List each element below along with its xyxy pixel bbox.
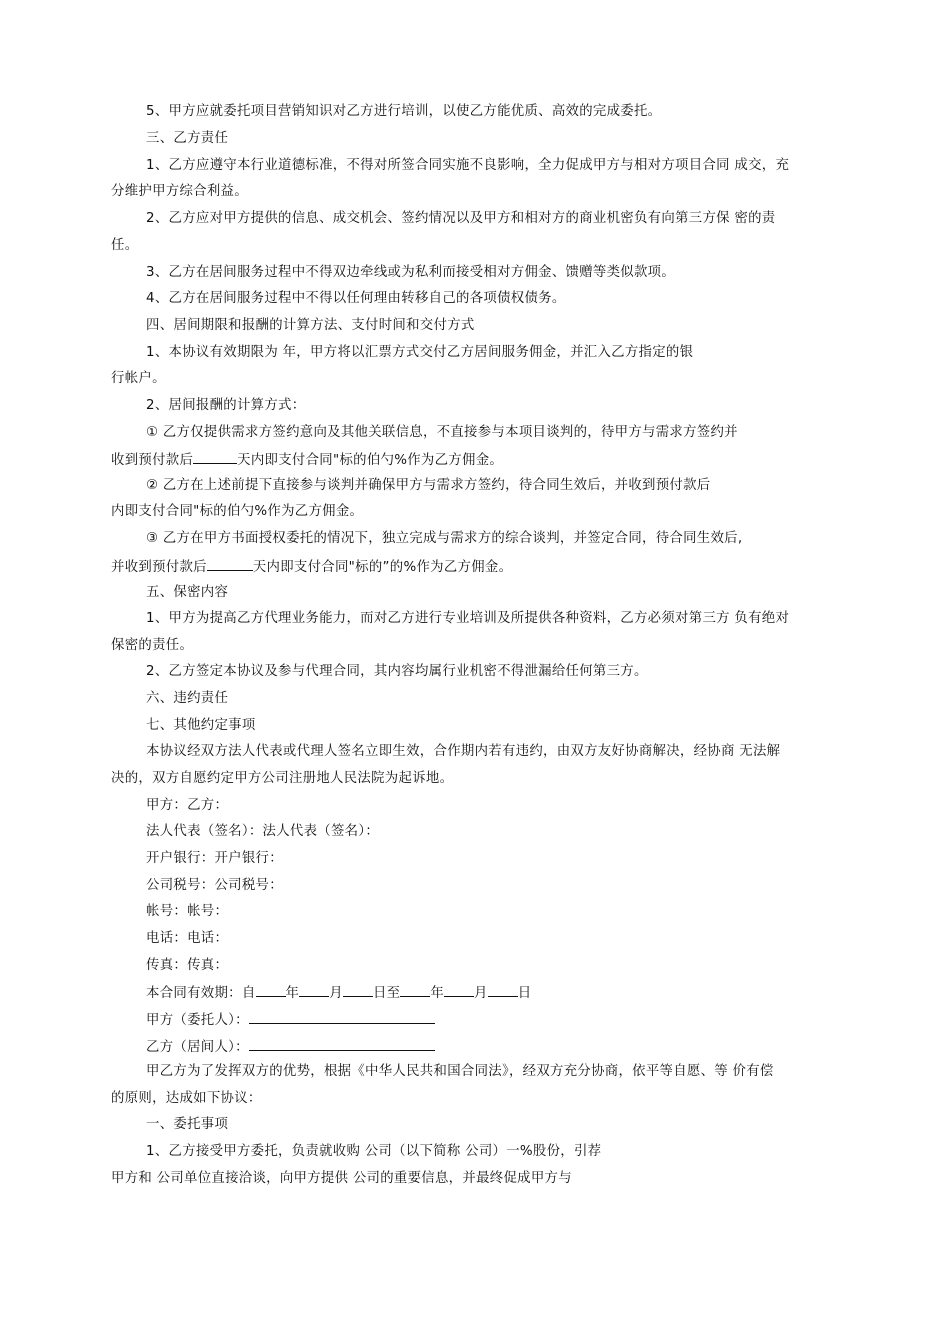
text-segment: 年	[285, 986, 300, 1001]
paragraph: ③ 乙方在甲方书面授权委托的情况下，独立完成与需求方的综合谈判，并签定合同，待合同生效后,	[146, 531, 743, 546]
paragraph: 2、乙方应对甲方提供的信息、成交机会、签约情况以及甲方和相对方的商业机密负有向第三方保 密的责	[146, 211, 776, 226]
text-segment: 日	[517, 986, 532, 1001]
text-segment: 月	[474, 986, 488, 1001]
text-segment: 日至	[372, 986, 401, 1001]
paragraph: 4、乙方在居间服务过程中不得以任何理由转移自己的各项债权债务。	[146, 291, 566, 306]
blank-underline	[299, 982, 329, 997]
text-segment: 乙方（居间人）：	[146, 1040, 249, 1055]
paragraph-continuation: 的原则，达成如下协议：	[111, 1091, 262, 1106]
paragraph-continuation: 决的，双方自愿约定甲方公司注册地人民法院为起诉地。	[111, 771, 454, 786]
blank-underline	[249, 1036, 435, 1051]
signature-line: 传真：传真：	[146, 958, 229, 973]
paragraph-continuation: 行帐户。	[111, 371, 166, 386]
text-segment: 收到预付款后	[111, 453, 194, 468]
section-heading: 四、居间期限和报酬的计算方法、支付时间和交付方式	[146, 318, 475, 333]
paragraph-continuation: 保密的责任。	[111, 638, 194, 653]
blank-underline	[256, 982, 286, 997]
text-segment: 并收到预付款后	[111, 560, 207, 575]
text-segment: 年	[430, 986, 445, 1001]
paragraph-continuation	[111, 556, 512, 578]
paragraph: 1、乙方接受甲方委托，负责就收购 公司（以下简称 公司）一%股份，引荐	[146, 1144, 602, 1159]
paragraph: 2、乙方签定本协议及参与代理合同，其内容均属行业机密不得泄漏给任何第三方。	[146, 664, 648, 679]
text-segment: 天内即支付合同"标的”的%作为乙方佣金。	[252, 560, 513, 575]
validity-period-line	[146, 982, 531, 1004]
text-segment: 甲方（委托人）：	[146, 1013, 249, 1028]
signature-line: 公司税号：公司税号：	[146, 878, 283, 893]
section-heading: 五、保密内容	[146, 585, 229, 600]
paragraph: 1、乙方应遵守本行业道德标准，不得对所签合同实施不良影响，全力促成甲方与相对方项目合同 成交，充	[146, 158, 790, 173]
signature-line: 电话：电话：	[146, 931, 229, 946]
blank-underline	[249, 1009, 435, 1024]
signature-line: 法人代表（签名）：法人代表（签名）：	[146, 824, 380, 839]
paragraph: 3、乙方在居间服务过程中不得双边牵线或为私利而接受相对方佣金、馈赠等类似款项。	[146, 265, 676, 280]
text-segment: 月	[329, 986, 343, 1001]
blank-underline	[400, 982, 430, 997]
blank-underline	[193, 449, 237, 464]
paragraph: 1、本协议有效期限为 年，甲方将以汇票方式交付乙方居间服务佣金，并汇入乙方指定的银	[146, 345, 694, 360]
blank-underline	[488, 982, 518, 997]
section-heading: 六、违约责任	[146, 691, 229, 706]
paragraph-continuation: 任。	[111, 238, 139, 253]
paragraph: 1、甲方为提高乙方代理业务能力，而对乙方进行专业培训及所提供各种资料，乙方必须对第三方 负有绝对	[146, 611, 790, 626]
section-heading: 三、乙方责任	[146, 131, 229, 146]
party-b-signature-line	[146, 1036, 435, 1058]
signature-line: 甲方：乙方：	[146, 798, 229, 813]
paragraph: 本协议经双方法人代表或代理人签名立即生效，合作期内若有违约，由双方友好协商解决，经协商 无法解	[146, 744, 781, 759]
blank-underline	[343, 982, 373, 997]
section-heading: 七、其他约定事项	[146, 718, 256, 733]
paragraph: ① 乙方仅提供需求方签约意向及其他关联信息，不直接参与本项目谈判的，待甲方与需求方签约并	[146, 425, 738, 440]
paragraph: 5、甲方应就委托项目营销知识对乙方进行培训，以使乙方能优质、高效的完成委托。	[146, 104, 662, 119]
blank-underline	[444, 982, 474, 997]
paragraph-continuation: 分维护甲方综合利益。	[111, 184, 248, 199]
paragraph: 2、居间报酬的计算方式：	[146, 398, 306, 413]
paragraph: 甲乙方为了发挥双方的优势，根据《中华人民共和国合同法》，经双方充分协商，依平等自愿、等 价有偿	[146, 1064, 774, 1079]
text-segment: 天内即支付合同"标的伯勺%作为乙方佣金。	[237, 453, 504, 468]
paragraph: ② 乙方在上述前提下直接参与谈判并确保甲方与需求方签约，待合同生效后，并收到预付款后	[146, 478, 711, 493]
paragraph-continuation: 内即支付合同"标的伯勺%作为乙方佣金。	[111, 504, 364, 519]
party-a-signature-line	[146, 1009, 435, 1031]
blank-underline	[207, 556, 253, 571]
signature-line: 开户银行：开户银行：	[146, 851, 283, 866]
signature-line: 帐号：帐号：	[146, 904, 229, 919]
section-heading: 一、委托事项	[146, 1117, 229, 1132]
text-segment: 本合同有效期：自	[146, 986, 256, 1001]
paragraph-continuation: 甲方和 公司单位直接洽谈，向甲方提供 公司的重要信息，并最终促成甲方与	[111, 1171, 572, 1186]
paragraph-continuation	[111, 449, 503, 471]
